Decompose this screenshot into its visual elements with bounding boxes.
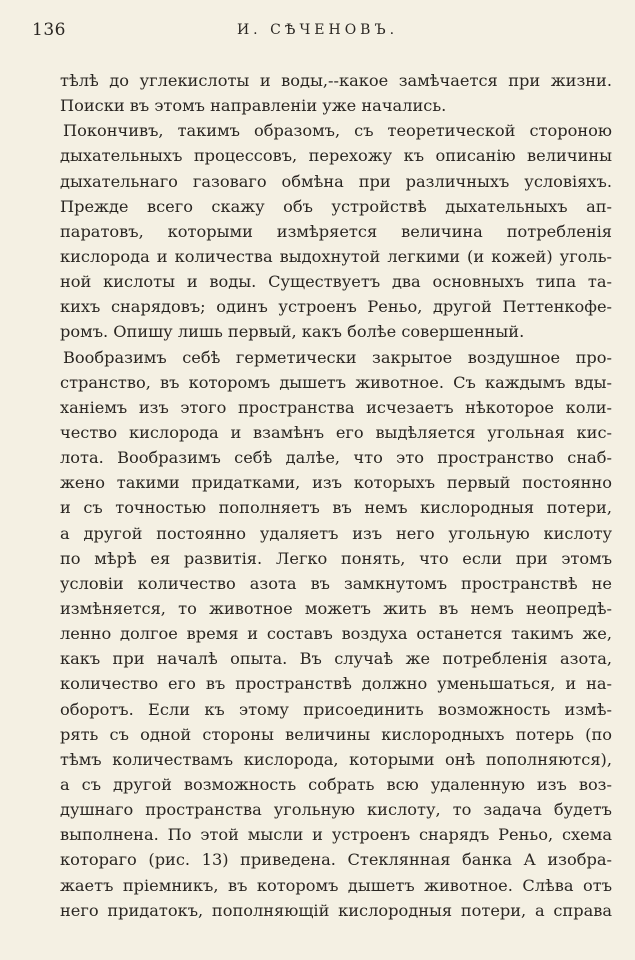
text-line: Вообразимъ себѣ герметически закрытое воздушное про- <box>63 347 612 367</box>
text-line: условiи количество азота въ замкнутомъ пространствѣ не <box>60 573 612 593</box>
text-line: кихъ снарядовъ; одинъ устроенъ Реньо, другой Петтенкофе- <box>60 297 612 317</box>
text-line: а съ другой возможность собрать всю удаленную изъ воз- <box>60 774 612 794</box>
text-line: тѣмъ количествамъ кислорода, которыми онѣ пополняются), <box>60 749 612 769</box>
text-line: чество кислорода и взамѣнъ его выдѣляется угольная кис- <box>60 422 612 442</box>
text-line: кислорода и количества выдохнутой легкими (и кожей) уголь- <box>60 246 612 266</box>
text-line: странство, въ которомъ дышетъ животное. Съ каждымъ вды- <box>60 372 612 392</box>
text-line: лота. Вообразимъ себѣ далѣе, что это пространство снаб- <box>60 448 612 468</box>
text-line: измѣняется, то животное можетъ жить въ немъ неопредѣ- <box>60 598 612 618</box>
text-line: какъ при началѣ опыта. Въ случаѣ же потребленiя азота, <box>60 649 612 669</box>
text-line: Прежде всего скажу объ устройствѣ дыхательныхъ ап- <box>60 196 612 216</box>
text-line: выполнена. По этой мысли и устроенъ снарядъ Реньо, схема <box>60 825 612 845</box>
text-line: душнаго пространства угольную кислоту, то задача будетъ <box>60 800 612 820</box>
text-line: по мѣрѣ ея развитiя. Легко понять, что если при этомъ <box>60 548 612 568</box>
text-line: рять съ одной стороны величины кислородныхъ потерь (по <box>60 724 612 744</box>
text-line: жаетъ прiемникъ, въ которомъ дышетъ животное. Слѣва отъ <box>60 875 612 895</box>
text-line: котораго (рис. 13) приведена. Стеклянная банка А изобра- <box>60 850 612 870</box>
page-header <box>32 20 603 46</box>
text-line: количество его въ пространствѣ должно уменьшаться, и на- <box>60 674 612 694</box>
text-line: а другой постоянно удаляетъ изъ него угольную кислоту <box>60 523 612 543</box>
running-head: И. СѢЧЕНОВЪ. <box>236 22 399 38</box>
text-line: ной кислоты и воды. Существуетъ два основныхъ типа та- <box>60 272 612 292</box>
text-line: и съ точностью пополняетъ въ немъ кислородныя потери, <box>60 498 612 518</box>
text-line: жено такими придатками, изъ которыхъ первый постоянно <box>60 473 612 493</box>
page-number: 136 <box>32 20 66 40</box>
text-line: ромъ. Опишу лишь первый, какъ болѣе совершенный. <box>60 322 525 342</box>
text-line: Поиски въ этомъ направленiи уже начались. <box>60 96 447 116</box>
text-line: дыхательныхъ процессовъ, перехожу къ описанiю величины <box>60 146 612 166</box>
text-line: него придатокъ, пополняющiй кислородныя потери, а справа <box>60 900 612 920</box>
body-text <box>60 68 612 923</box>
text-line: тѣлѣ до углекислоты и воды,--какое замѣчается при жизни. <box>60 71 612 90</box>
text-line: ханiемъ изъ этого пространства исчезаетъ нѣкоторое коли- <box>60 397 612 417</box>
text-line: паратовъ, которыми измѣряется величина потребленiя <box>60 221 612 241</box>
text-line: оборотъ. Если къ этому присоединить возможность измѣ- <box>60 699 612 719</box>
text-line: ленно долгое время и составъ воздуха останется такимъ же, <box>60 624 612 644</box>
text-line: дыхательнаго газоваго обмѣна при различныхъ условiяхъ. <box>60 171 612 191</box>
text-line: Покончивъ, такимъ образомъ, съ теоретической стороною <box>63 121 612 141</box>
